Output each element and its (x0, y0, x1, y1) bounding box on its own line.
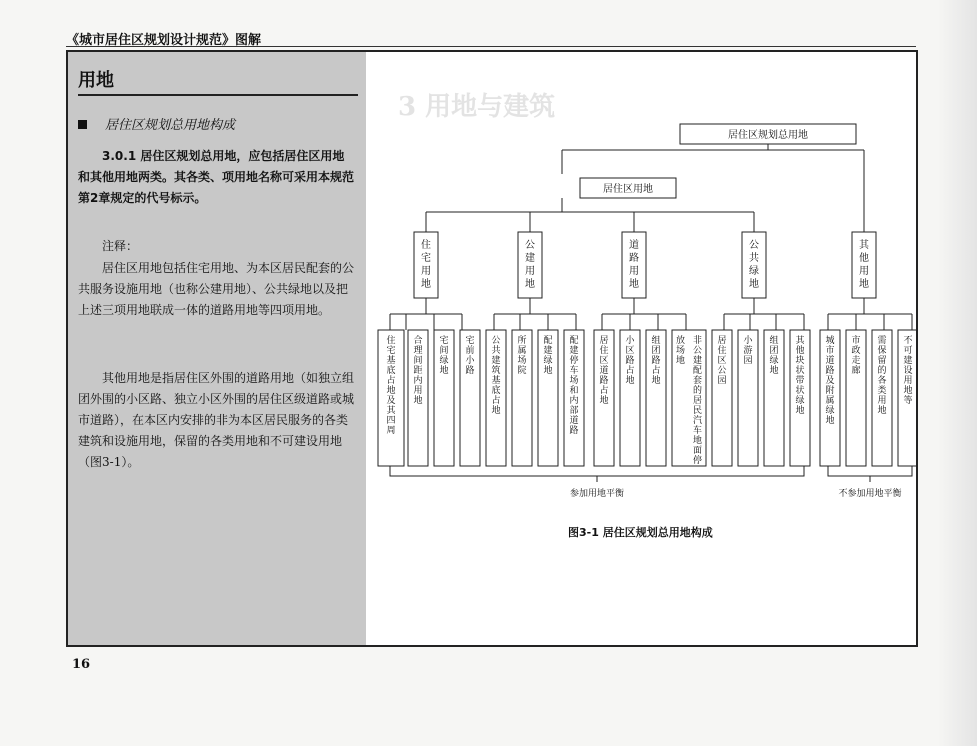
level2-node: 道路用地 (629, 240, 639, 290)
level2-node: 公建用地 (525, 240, 535, 290)
leaf-label: 宅前小路 (465, 336, 475, 376)
diagram-area (368, 52, 918, 645)
title-rule (78, 94, 358, 96)
balance-out-label: 不参加用地平衡 (838, 489, 902, 499)
balance-in-label: 参加用地平衡 (569, 489, 625, 499)
leaf-label: 住宅基底占地及其四周 (386, 336, 396, 436)
page-number: 16 (72, 657, 91, 672)
bullet-icon (78, 120, 87, 129)
ghost-background-text: 3 用地与建筑 (398, 92, 556, 122)
level1-node: 居住区用地 (603, 184, 653, 195)
note-paragraph-1: 居住区用地包括住宅用地、为本区居民配套的公共服务设施用地（也称公建用地）、公共绿地以及把上述三项用地联成一体的道路用地等四项用地。 (78, 261, 355, 317)
leaf-label: 所属场院 (517, 336, 527, 376)
figure-caption: 图3-1 居住区规划总用地构成 (568, 526, 713, 539)
leaf-label: 宅间绿地 (439, 336, 449, 376)
header-rule (66, 46, 916, 47)
level2-node: 住宅用地 (421, 240, 431, 290)
leaf-label: 其他块状带状绿地 (795, 336, 805, 416)
subsection-label: 居住区规划总用地构成 (105, 118, 236, 133)
note-paragraph-2: 其他用地是指居住区外围的道路用地（如独立组团外围的小区路、独立小区外围的居住区级道路或城市道路），在本区内安排的非为本区居民服务的各类建筑和设施用地，保留的各类用地和不可建设用地（图3-1）。 (78, 371, 355, 469)
leaf-label: 城市道路及附属绿地 (825, 336, 835, 426)
level2-node: 公共绿地 (749, 240, 759, 290)
note-label: 注释： (102, 239, 139, 253)
leaf-label: 不可建设用地等 (903, 336, 913, 406)
subsection-heading (78, 114, 235, 133)
root-node: 居住区规划总用地 (728, 130, 808, 141)
leaf-label: 配建停车场和内部道路 (569, 336, 579, 436)
section-title: 用地 (78, 70, 114, 91)
leaf-label: 非公建配套的居民汽车地面停放场地 (675, 336, 703, 466)
clause-text: 3.0.1 居住区规划总用地，应包括居住区用地和其他用地两类。其各类、项用地名称可采用本规范第2章规定的代号标示。 (78, 149, 355, 205)
content-frame (66, 50, 918, 647)
left-panel (68, 52, 366, 645)
leaf-label: 组团路占地 (651, 336, 661, 386)
leaf-label: 市政走廊 (851, 336, 861, 376)
page-header: 《城市居住区规划设计规范》图解 (66, 33, 262, 48)
leaf-label: 配建绿地 (543, 336, 553, 376)
level2-node: 其他用地 (859, 240, 869, 290)
leaf-label: 小区路占地 (625, 336, 635, 386)
leaf-label: 居住区公园 (717, 336, 727, 386)
leaf-label: 合理间距内用地 (413, 336, 423, 406)
land-use-tree (368, 52, 918, 522)
page-edge-shadow (937, 0, 977, 746)
leaf-label: 小游园 (743, 336, 753, 366)
leaf-label: 需保留的各类用地 (877, 336, 887, 416)
leaf-label: 公共建筑基底占地 (491, 336, 501, 416)
leaf-label: 组团绿地 (769, 336, 779, 376)
leaf-label: 居住区道路占地 (599, 336, 609, 406)
